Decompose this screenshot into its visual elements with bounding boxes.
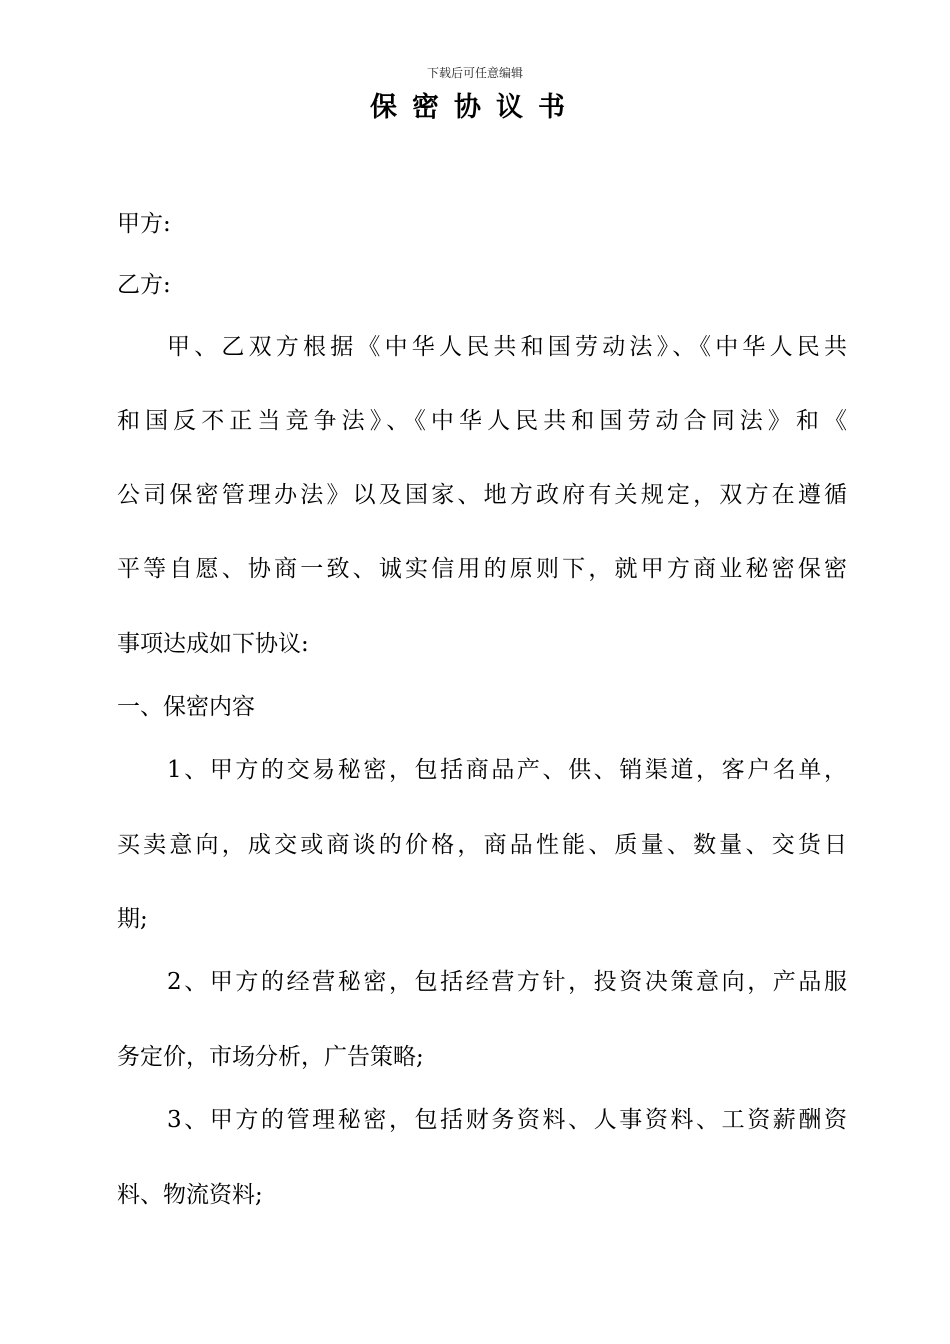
item-2-line-2: 务定价，市场分析，广告策略;	[117, 1044, 424, 1070]
preamble-line-5: 事项达成如下协议:	[117, 631, 309, 657]
preamble-line-1: 甲、乙双方根据《中华人民共和国劳动法》、《中华人民共	[167, 334, 847, 360]
party-a-label: 甲方:	[117, 211, 171, 237]
header-note: 下载后可任意编辑	[426, 66, 523, 80]
party-b-label: 乙方:	[117, 272, 171, 298]
item-1-line-2: 买卖意向，成交或商谈的价格，商品性能、质量、数量、交货日	[117, 832, 847, 858]
item-1-line-1: 1、甲方的交易秘密，包括商品产、供、销渠道，客户名单，	[167, 757, 847, 783]
preamble-line-3: 公司保密管理办法》以及国家、地方政府有关规定，双方在遵循	[117, 482, 847, 508]
item-3-line-2: 料、物流资料;	[117, 1182, 263, 1208]
item-2-line-1: 2、甲方的经营秘密，包括经营方针，投资决策意向，产品服	[167, 969, 847, 995]
item-1-line-3: 期;	[117, 906, 148, 932]
item-3-line-1: 3、甲方的管理秘密，包括财务资料、人事资料、工资薪酬资	[167, 1107, 847, 1133]
preamble-line-2: 和国反不正当竞争法》、《中华人民共和国劳动合同法》和《	[117, 408, 847, 434]
section-heading-confidential-content: 一、保密内容	[117, 694, 255, 720]
preamble-line-4: 平等自愿、协商一致、诚实信用的原则下，就甲方商业秘密保密	[117, 556, 847, 582]
document-title: 保密协议书	[370, 92, 580, 123]
